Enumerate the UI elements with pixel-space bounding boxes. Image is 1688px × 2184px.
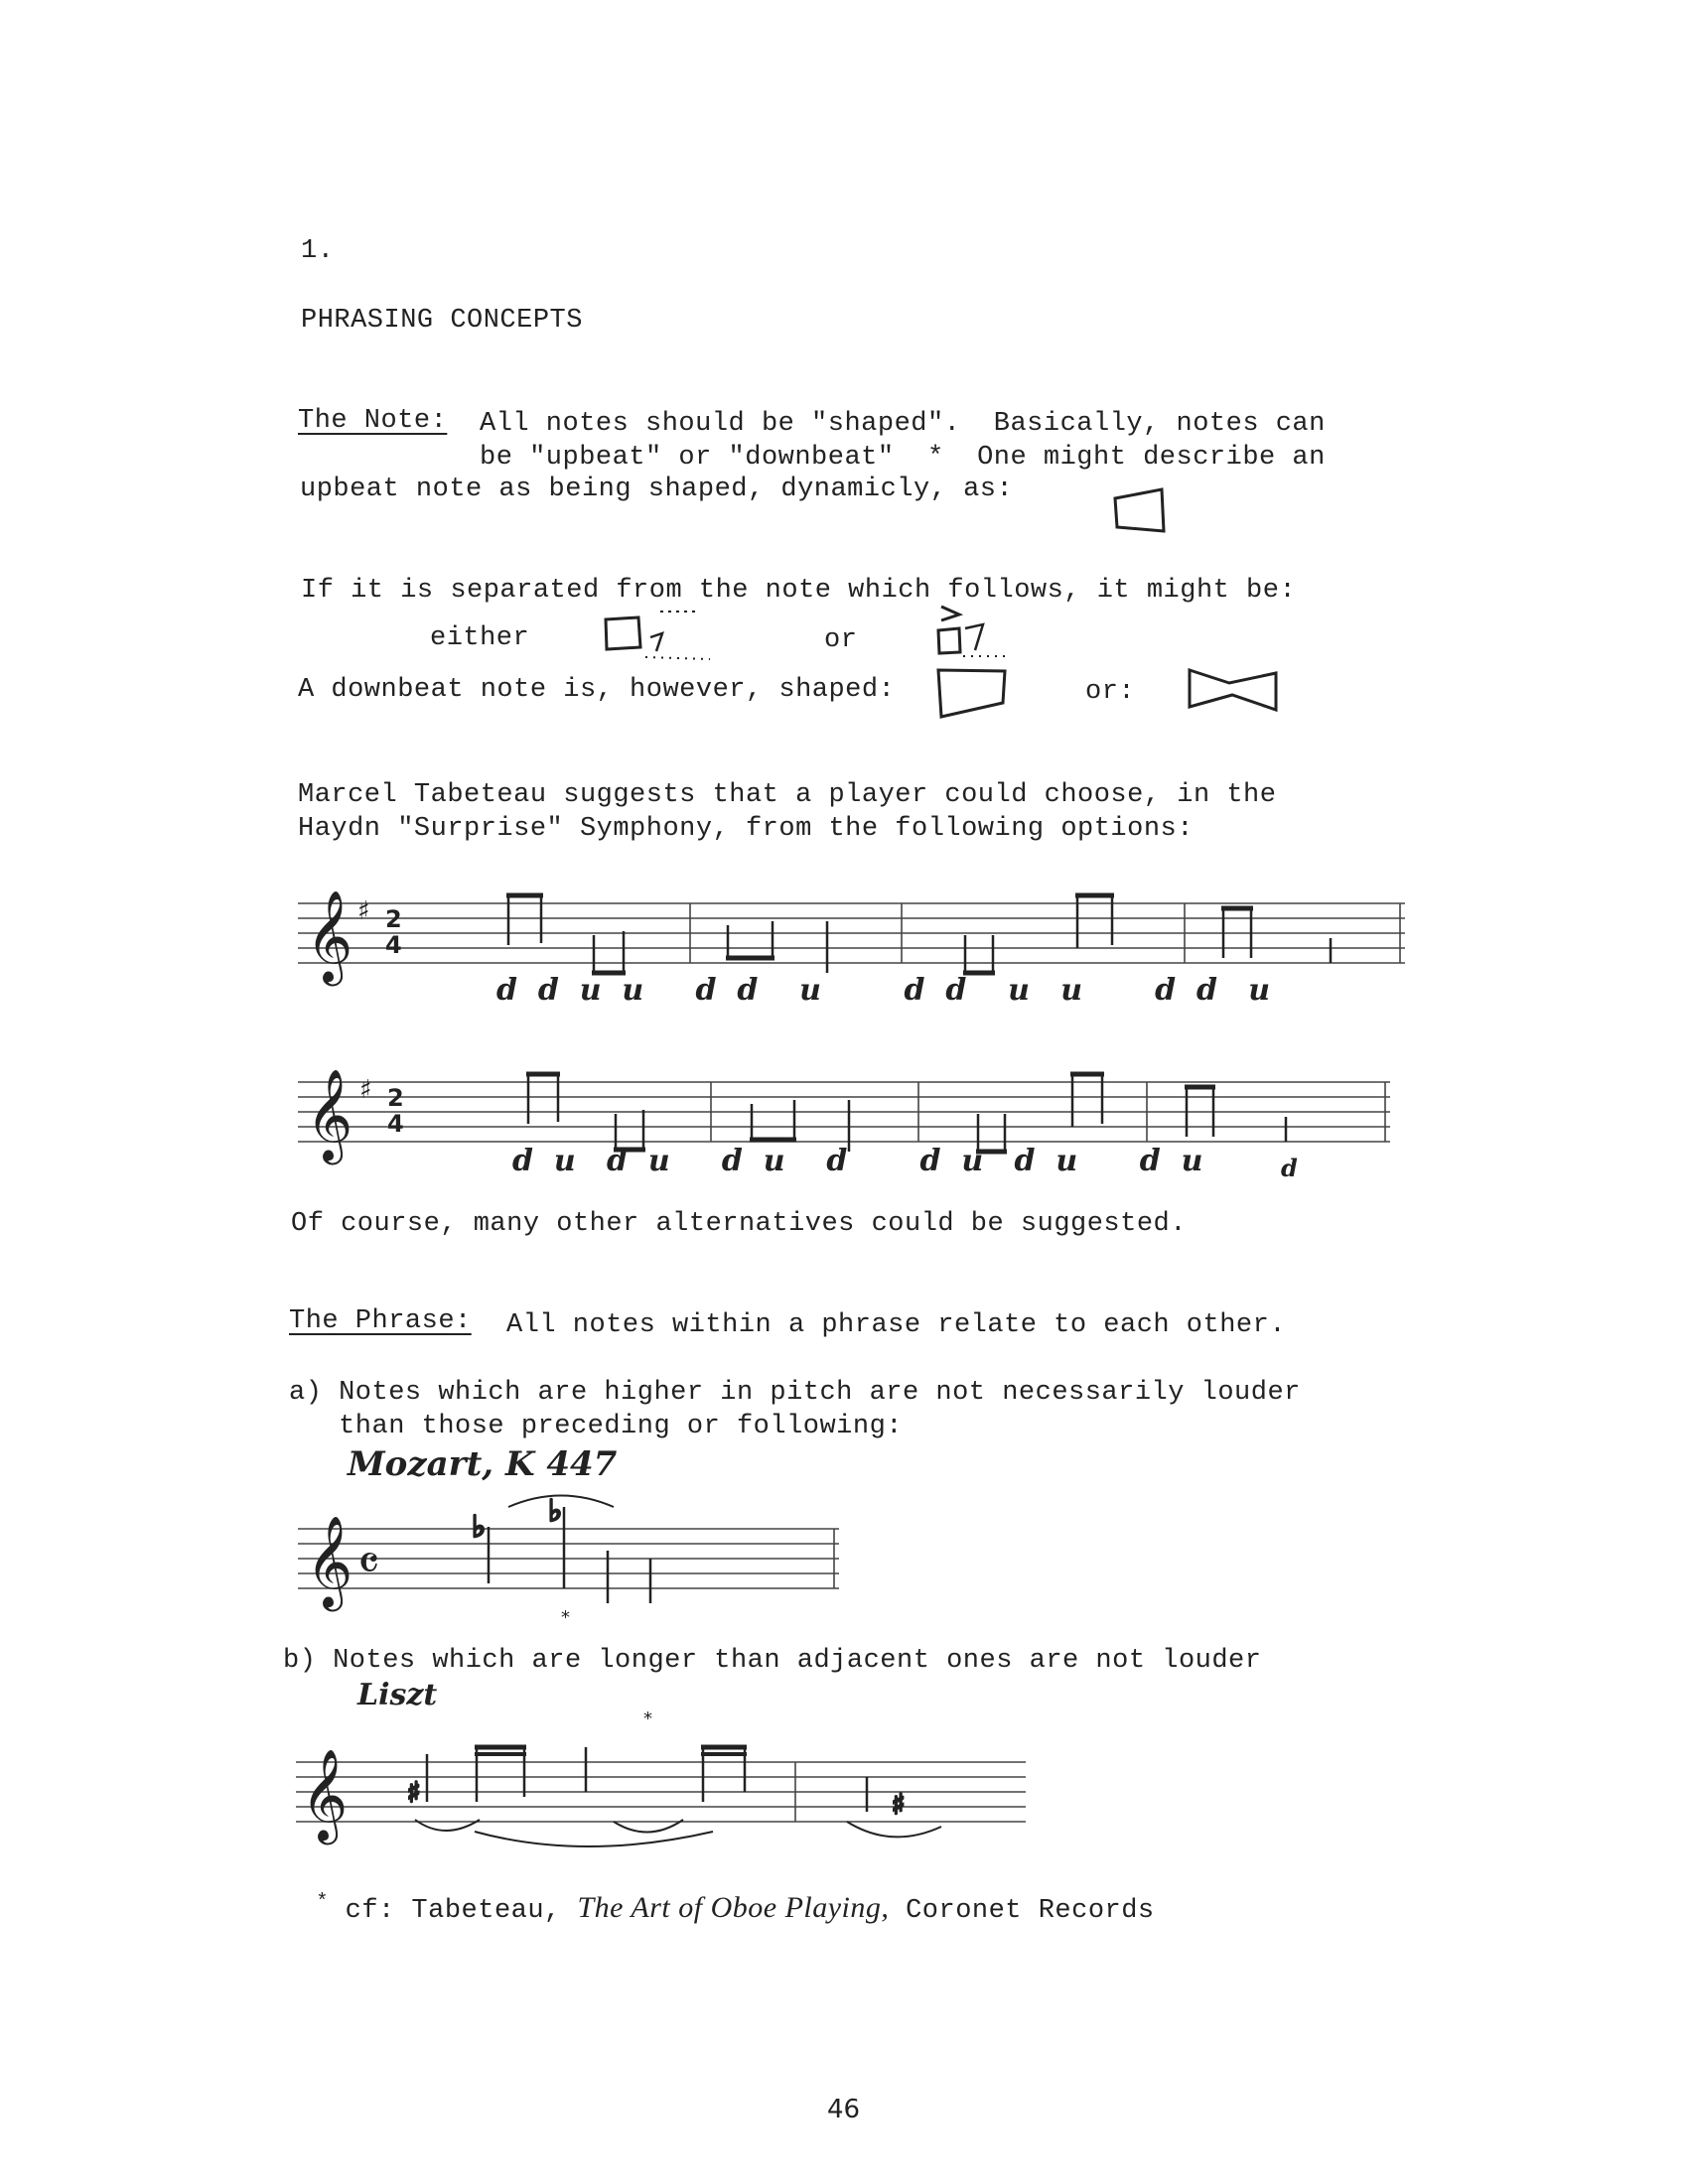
svg-text:♯: ♯ [407, 1776, 421, 1809]
svg-text:♭: ♭ [472, 1510, 487, 1545]
tabeteau-line-2: Haydn "Surprise" Symphony, from the following options: [298, 814, 1194, 844]
page-title: PHRASING CONCEPTS [301, 306, 583, 336]
phrase-text: All notes within a phrase relate to each other. [506, 1310, 1287, 1340]
svg-text:4: 4 [387, 1110, 404, 1138]
footnote-marker: * [316, 1891, 329, 1914]
downbeat-text: A downbeat note is, however, shaped: [298, 675, 896, 705]
phrase-a-line-2: than those preceding or following: [289, 1412, 903, 1441]
footnote-title: The Art of Oboe Playing, [577, 1891, 890, 1924]
svg-text:𝄴: 𝄴 [357, 1535, 380, 1592]
downbeat-hourglass-shape-icon [1185, 665, 1284, 725]
note-section-label: The Note: [298, 406, 448, 436]
phrase-b-line: b) Notes which are longer than adjacent ones are not louder [283, 1646, 1262, 1676]
svg-text:𝄞: 𝄞 [306, 1068, 353, 1160]
separated-text: If it is separated from the note which follows, it might be: [301, 576, 1297, 606]
mozart-label: Mozart, K 447 [348, 1444, 618, 1484]
liszt-staff [296, 1703, 1051, 1861]
svg-text:𝄞: 𝄞 [306, 1515, 353, 1607]
svg-text:*: * [643, 1708, 652, 1729]
footnote-suffix: Coronet Records [889, 1896, 1155, 1926]
either-label: either [430, 623, 530, 653]
note-text-line-3: upbeat note as being shaped, dynamicly, as: [300, 475, 1014, 504]
or-label: or [824, 625, 858, 655]
page-number: 46 [827, 2095, 861, 2124]
svg-text:♯: ♯ [892, 1788, 906, 1821]
phrase-section-label: The Phrase: [289, 1306, 472, 1336]
downbeat-shape-icon [933, 665, 1013, 725]
svg-text:4: 4 [385, 931, 402, 959]
svg-text:𝄞: 𝄞 [301, 1748, 349, 1841]
upbeat-shape-icon [1112, 486, 1172, 536]
separated-upbeat-shape-icon [601, 608, 710, 667]
alternatives-text: Of course, many other alternatives could be suggested. [291, 1209, 1187, 1239]
phrase-a-line-1: a) Notes which are higher in pitch are not necessarily louder [289, 1378, 1301, 1408]
svg-text:2: 2 [385, 905, 402, 933]
svg-text:♯: ♯ [359, 1075, 372, 1105]
tabeteau-line-1: Marcel Tabeteau suggests that a player could choose, in the [298, 780, 1277, 810]
haydn-staff-2-ending-mark: d [1281, 1154, 1298, 1182]
svg-text:♭: ♭ [548, 1494, 563, 1529]
liszt-label: Liszt [357, 1678, 438, 1712]
note-text-line-1: All notes should be "shaped". Basically, notes can [480, 409, 1326, 439]
haydn-staff-2-marks: d u d u d u d d u d u d u [512, 1144, 1203, 1178]
or-label-2: or: [1085, 677, 1136, 707]
svg-text:2: 2 [387, 1084, 404, 1112]
mozart-staff [298, 1489, 854, 1628]
footnote [283, 1866, 1155, 1925]
svg-text:♯: ♯ [357, 896, 370, 926]
accented-shape-icon [933, 601, 1013, 670]
section-number: 1. [301, 236, 335, 266]
svg-text:𝄞: 𝄞 [306, 889, 353, 982]
footnote-prefix: cf: Tabeteau, [328, 1896, 578, 1926]
svg-text:*: * [561, 1607, 570, 1628]
note-text-line-2: be "upbeat" or "downbeat" * One might describe an [480, 443, 1326, 473]
haydn-staff-1-marks: d d u u d d u d d u u d d u [496, 973, 1271, 1008]
